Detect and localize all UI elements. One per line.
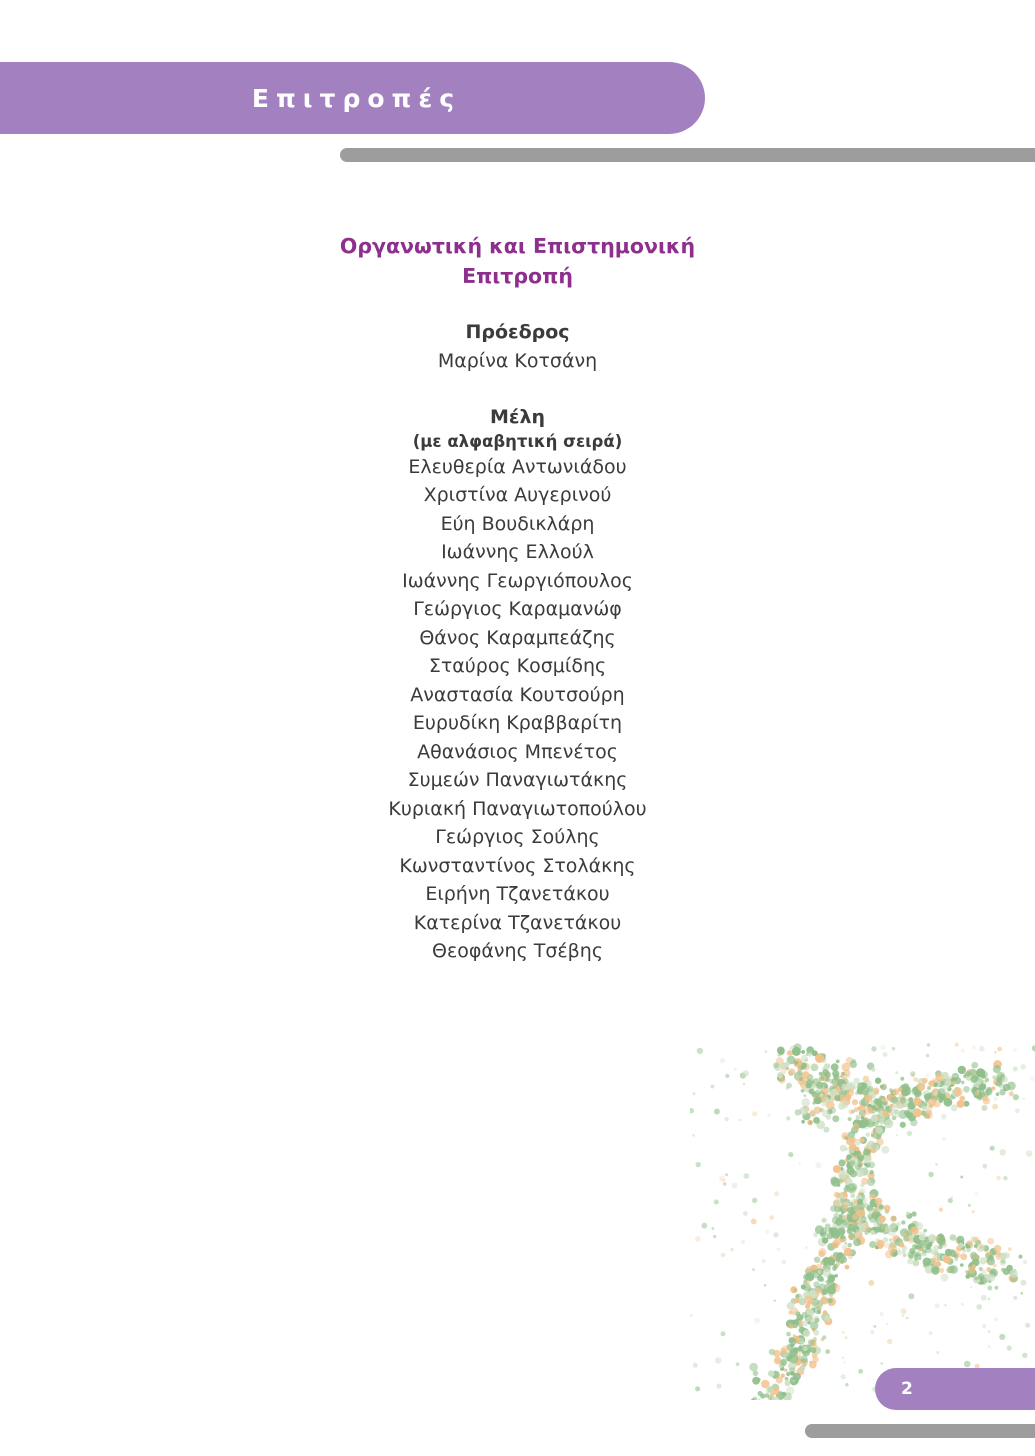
list-item: Ιωάννης Ελλούλ [441,541,594,564]
list-item: Χριστίνα Αυγερινού [423,484,612,507]
committee-title: Οργανωτική και Επιστημονική Επιτροπή [339,234,696,288]
list-item: Ειρήνη Τζανετάκου [425,883,610,906]
footer-divider-rule [805,1424,1035,1438]
list-item: Θεοφάνης Τσέβης [432,940,603,963]
list-item: Αθανάσιος Μπενέτος [417,740,618,763]
committee-section [330,232,705,966]
list-item: Ευρυδίκη Κραββαρίτη [412,712,623,735]
members-block [330,406,705,966]
chair-heading: Πρόεδρος [465,321,570,344]
members-heading: Μέλη [489,405,546,428]
page-title: Επιτροπές [251,83,462,113]
list-item: Θάνος Καραμπεάζης [419,626,616,649]
mosaic-runner-figure [690,1020,1035,1400]
page-number-badge [875,1368,1035,1410]
chair-name: Μαρίνα Κοτσάνη [437,350,598,373]
list-item: Συμεών Παναγιωτάκης [407,769,628,792]
list-item: Σταύρος Κοσμίδης [428,655,607,678]
members-list [330,453,705,966]
list-item: Ελευθερία Αντωνιάδου [408,455,627,478]
list-item: Κατερίνα Τζανετάκου [413,911,622,934]
list-item: Κωνσταντίνος Στολάκης [399,854,636,877]
header-divider-rule [340,148,1035,162]
list-item: Εύη Βουδικλάρη [440,512,595,535]
list-item: Ιωάννης Γεωργιόπουλος [402,569,633,592]
list-item: Κυριακή Παναγιωτοπούλου [388,797,647,820]
list-item: Γεώργιος Καραμανώφ [413,598,622,621]
members-note: (με αλφαβητική σειρά) [412,431,623,451]
page-number: 2 [901,1379,913,1399]
list-item: Αναστασία Κουτσούρη [410,683,625,706]
chair-block [330,321,705,376]
list-item: Γεώργιος Σούλης [435,826,600,849]
